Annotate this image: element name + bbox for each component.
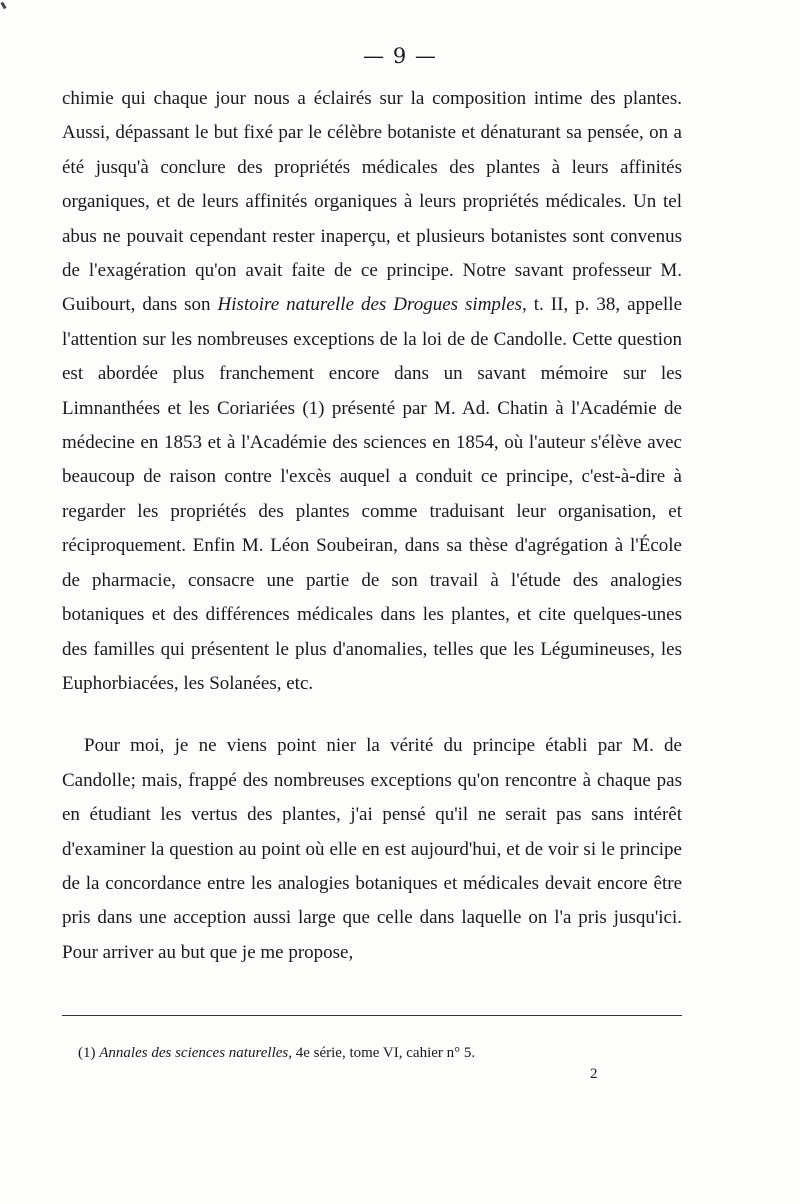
scan-speck	[0, 2, 6, 10]
page-number: — 9 —	[363, 44, 437, 68]
paragraph-2: Pour moi, je ne viens point nier la vérité du principe établi par M. de Candolle; mais, frappé des nombreuses exceptions qu'on rencontre à chaque pas en étudiant les vertus des plantes, j'ai pensé qu'il ne serait pas sans intérêt d'examiner la question au point où elle en est aujourd'hui, et de voir si le principe de la concordance entre les analogies botaniques et médicales devait encore être pris dans une acception aussi large que celle dans laquelle on l'a pris jusqu'ici. Pour arriver au but que je me propose,	[62, 735, 682, 963]
paragraph-1	[62, 82, 682, 701]
body-text	[62, 82, 682, 970]
book-title-italic: Histoire naturelle des Drogues simples	[217, 294, 523, 316]
paragraph-1-part-b: , t. II, p. 38, appelle l'attention sur les nombreuses exceptions de la loi de de Candolle. Cette question est abordée plus franchement encore dans un savant mémoire sur les Limnanthées et les Coriariées (1) présenté par M. Ad. Chatin à l'Académie de médecine en 1853 et à l'Académie des sciences en 1854, où l'auteur s'élève avec beaucoup de raison contre l'excès auquel a conduit ce principe, c'est-à-dire à regarder les propriétés des plantes comme traduisant leur organisation, et réciproquement. Enfin M. Léon Soubeiran, dans sa thèse d'agrégation à l'École de pharmacie, consacre une partie de son travail à l'étude des analogies botaniques et des différences médicales dans les plantes, et cite quelques-unes des familles qui présentent le plus d'anomalies, telles que les Légumineuses, les Euphorbiacées, les Solanées, etc.	[62, 294, 683, 694]
signature-mark: 2	[590, 1066, 598, 1082]
footnote-details: , 4e série, tome VI, cahier n° 5.	[288, 1045, 476, 1061]
footnote-marker: (1)	[78, 1045, 96, 1061]
footnote-divider	[62, 1015, 682, 1016]
paragraph-1-part-a: chimie qui chaque jour nous a éclairés sur la composition intime des plantes. Aussi, dépassant le but fixé par le célèbre botaniste et dénaturant sa pensée, on a été jusqu'à conclure des propriétés médicales des plantes à leurs affinités organiques, et de leurs affinités organiques à leurs propriétés médicales. Un tel abus ne pouvait cependant rester inaperçu, et plusieurs botanistes sont convenus de l'exagération qu'on avait faite de ce principe. Notre savant professeur M. Guibourt, dans son	[62, 88, 682, 316]
footnote	[78, 1043, 638, 1063]
footnote-journal-title: Annales des sciences naturelles	[99, 1045, 289, 1061]
